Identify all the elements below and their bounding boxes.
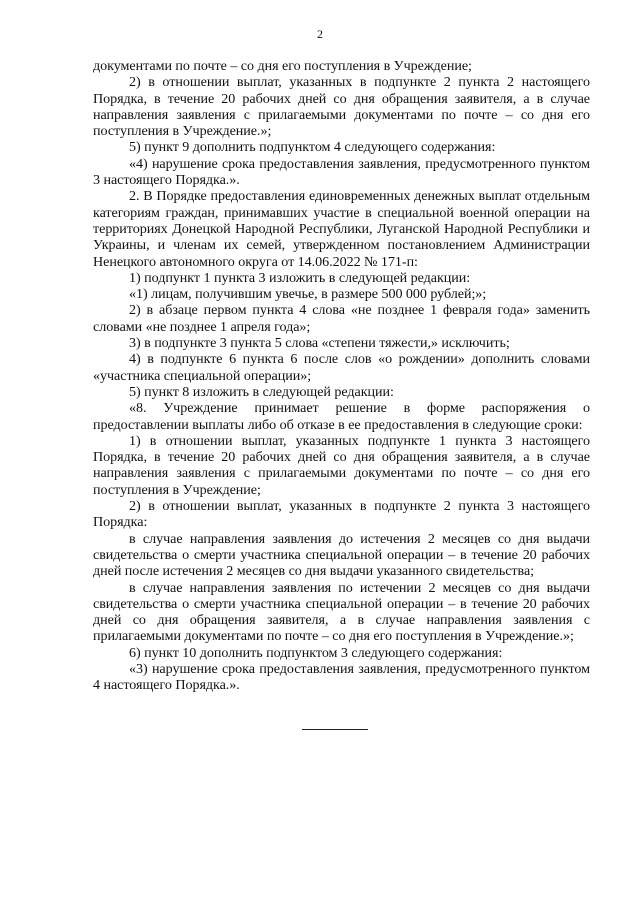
document-body [93, 58, 590, 694]
paragraph: 1) подпункт 1 пункта 3 изложить в следующей редакции: [129, 269, 471, 286]
paragraph: 3) в подпункте 3 пункта 5 слова «степени тяжести,» исключить; [129, 335, 510, 352]
paragraph: «4) нарушение срока предоставления заявления, предусмотренного пунктом 3 настоящего Порядка.». [93, 155, 590, 189]
paragraph: документами по почте – со дня его поступления в Учреждение; [93, 58, 472, 74]
paragraph: «1) лицам, получившим увечье, в размере 500 000 рублей;»; [129, 286, 487, 303]
paragraph: 2) в абзаце первом пункта 4 слова «не позднее 1 февраля года» заменить словами «не позднее 1 апреля года»; [93, 302, 590, 335]
end-of-document-rule [302, 729, 368, 730]
paragraph: 1) в отношении выплат, указанных подпункте 1 пункта 3 настоящего Порядка, в течение 20 рабочих дней со дня обращения заявителя, а в случае направления заявления с прилагаемыми документами по почте – со дня его поступления в Учреждение; [93, 432, 590, 498]
paragraph: 5) пункт 9 дополнить подпунктом 4 следующего содержания: [129, 139, 496, 156]
paragraph: «3) нарушение срока предоставления заявления, предусмотренного пунктом 4 настоящего Порядка.». [93, 660, 590, 694]
paragraph: 2. В Порядке предоставления единовременных денежных выплат отдельным категориям граждан, принимавших участие в специальной военной операции на территориях Донецкой Народной Республики, Луганской Народной Республики и Украины, и членам их семей, утвержденном постановлением Администрации Ненецкого автономного округа от 14.06.2022 № 171-п: [93, 188, 590, 270]
paragraph: 4) в подпункте 6 пункта 6 после слов «о рождении» дополнить словами «участника специальной операции»; [93, 351, 590, 384]
paragraph: «8. Учреждение принимает решение в форме распоряжения о предоставлении выплаты либо об отказе в ее предоставления в следующие сроки: [93, 400, 590, 433]
paragraph: 2) в отношении выплат, указанных в подпункте 2 пункта 2 настоящего Порядка, в течение 20 рабочих дней со дня обращения заявителя, а в случае направления заявления с прилагаемыми документами по почте – со дня его поступления в Учреждение.»; [93, 74, 590, 140]
paragraph: 5) пункт 8 изложить в следующей редакции: [129, 383, 394, 400]
paragraph: в случае направления заявления по истечении 2 месяцев со дня выдачи свидетельства о смерти участника специальной операции – в течение 20 рабочих дней со дня обращения заявителя, а в случае направления заявления с прилагаемыми документами по почте – со дня его поступления в Учреждение.»; [93, 579, 590, 645]
page-number: 2 [317, 27, 323, 41]
paragraph: 6) пункт 10 дополнить подпунктом 3 следующего содержания: [129, 644, 503, 661]
paragraph: 2) в отношении выплат, указанных в подпункте 2 пункта 3 настоящего Порядка: [93, 498, 590, 531]
paragraph: в случае направления заявления до истечения 2 месяцев со дня выдачи свидетельства о смерти участника специальной операции – в течение 20 рабочих дней после истечения 2 месяцев со дня выдачи указанного свидетельства; [93, 530, 590, 580]
